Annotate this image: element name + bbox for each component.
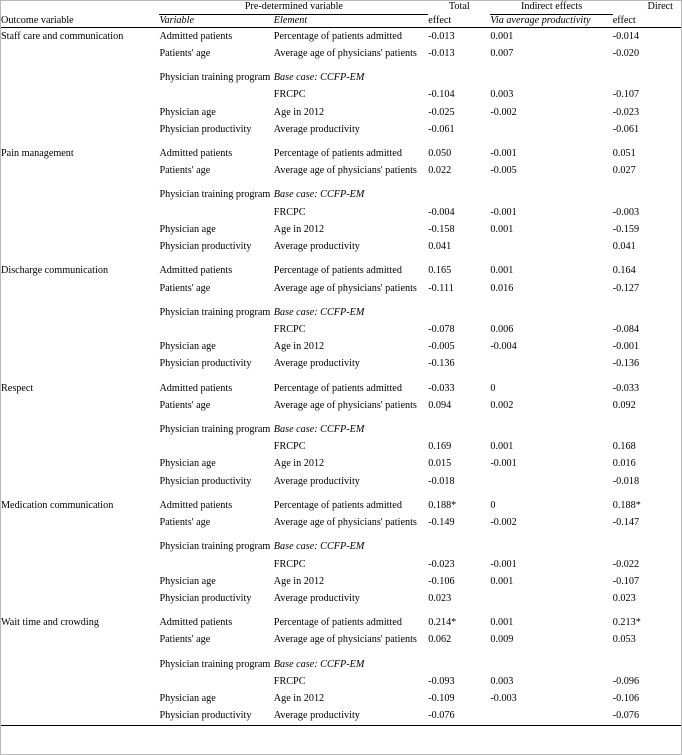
- table-row: [1, 556, 681, 573]
- cell-element: Base case: CCFP-EM: [273, 658, 365, 670]
- cell-total-effect: -0.018: [428, 475, 455, 487]
- cell-outcome-variable: [1, 673, 159, 690]
- cell-direct-effect: [613, 539, 681, 556]
- cell-total-effect: -0.078: [428, 323, 455, 335]
- cell-element: FRCPC: [273, 558, 306, 570]
- cell-total-effect: -0.023: [428, 558, 455, 570]
- cell-total-effect: -0.005: [428, 341, 455, 353]
- cell-direct-effect: -0.106: [612, 693, 640, 705]
- cell-variable: Patients' age: [159, 282, 211, 294]
- cell-outcome-variable: [1, 339, 159, 356]
- cell-total-effect: -0.136: [428, 358, 455, 370]
- cell-indirect-effect: [490, 187, 612, 204]
- cell-direct-effect: 0.092: [612, 399, 636, 411]
- cell-element: Percentage of patients admitted: [273, 147, 402, 159]
- spacer-row: [1, 63, 681, 70]
- cell-variable: Physician age: [159, 223, 216, 235]
- header-subrow: [1, 15, 681, 28]
- cell-outcome-variable: [1, 163, 159, 180]
- cell-indirect-effect: -0.002: [490, 517, 517, 529]
- table-row: [1, 439, 681, 456]
- cell-element: Percentage of patients admitted: [273, 382, 402, 394]
- table-row: [1, 497, 681, 514]
- cell-direct-effect: -0.107: [612, 575, 640, 587]
- cell-indirect-effect: [490, 356, 612, 373]
- cell-indirect-effect: [490, 539, 612, 556]
- cell-variable: Admitted patients: [159, 617, 233, 629]
- cell-direct-effect: 0.027: [612, 165, 636, 177]
- cell-outcome-variable: [1, 321, 159, 338]
- cell-indirect-effect: 0.003: [490, 89, 514, 101]
- cell-direct-effect: -0.033: [612, 382, 640, 394]
- cell-element: FRCPC: [273, 206, 306, 218]
- cell-indirect-effect: 0: [490, 499, 496, 511]
- cell-outcome-variable: Discharge communication: [1, 265, 109, 277]
- header-blank-outcome: [1, 1, 159, 15]
- cell-indirect-effect: [490, 121, 612, 138]
- cell-direct-effect: -0.084: [612, 323, 640, 335]
- cell-outcome-variable: [1, 573, 159, 590]
- cell-variable: Physician training program: [159, 658, 271, 670]
- cell-direct-effect: -0.076: [613, 708, 681, 726]
- table-row: [1, 121, 681, 138]
- header-total-effect-line2: effect: [428, 15, 490, 28]
- cell-variable: Physician training program: [159, 306, 271, 318]
- cell-variable: Patients' age: [159, 634, 211, 646]
- cell-variable: [159, 556, 273, 573]
- header-direct-effect-line2: effect: [613, 15, 681, 28]
- header-group-indirect: Indirect effects: [490, 1, 612, 15]
- cell-element: Average age of physicians' patients: [273, 517, 417, 529]
- cell-direct-effect: -0.136: [612, 358, 640, 370]
- cell-total-effect: 0.214*: [428, 617, 457, 629]
- cell-indirect-effect: 0.001: [490, 617, 514, 629]
- cell-element: Percentage of patients admitted: [273, 30, 402, 42]
- cell-element: Average age of physicians' patients: [273, 399, 417, 411]
- cell-outcome-variable: Respect: [1, 382, 34, 394]
- cell-variable: Physician age: [159, 106, 216, 118]
- spacer-row: [1, 608, 681, 615]
- cell-total-effect: -0.093: [428, 675, 455, 687]
- cell-variable: Physician productivity: [159, 475, 252, 487]
- cell-total-effect: [428, 304, 490, 321]
- cell-variable: Physician training program: [159, 189, 271, 201]
- cell-direct-effect: 0.053: [612, 634, 636, 646]
- cell-element: Percentage of patients admitted: [273, 499, 402, 511]
- cell-total-effect: 0.022: [428, 165, 452, 177]
- cell-direct-effect: -0.023: [612, 106, 640, 118]
- cell-element: Age in 2012: [273, 458, 325, 470]
- cell-direct-effect: -0.003: [612, 206, 640, 218]
- cell-total-effect: [428, 656, 490, 673]
- cell-total-effect: [428, 187, 490, 204]
- table-row: [1, 397, 681, 414]
- cell-indirect-effect: -0.001: [490, 147, 517, 159]
- cell-outcome-variable: Medication communication: [1, 499, 114, 511]
- cell-indirect-effect: -0.001: [490, 458, 517, 470]
- cell-element: Average age of physicians' patients: [273, 282, 417, 294]
- cell-element: Average productivity: [273, 593, 360, 604]
- cell-direct-effect: [613, 656, 681, 673]
- cell-outcome-variable: [1, 590, 159, 607]
- cell-outcome-variable: [1, 45, 159, 62]
- cell-total-effect: 0.169: [428, 441, 452, 453]
- cell-element: Average age of physicians' patients: [273, 47, 417, 59]
- cell-indirect-effect: [490, 708, 612, 726]
- cell-total-effect: -0.004: [428, 206, 455, 218]
- cell-total-effect: [428, 70, 490, 87]
- cell-indirect-effect: [490, 473, 612, 490]
- cell-indirect-effect: 0.001: [490, 223, 514, 235]
- cell-total-effect: -0.013: [428, 30, 455, 42]
- cell-variable: Patients' age: [159, 517, 211, 529]
- cell-indirect-effect: 0.006: [490, 323, 514, 335]
- cell-total-effect: -0.158: [428, 223, 455, 235]
- cell-variable: Physician productivity: [159, 358, 252, 370]
- cell-indirect-effect: 0.001: [490, 441, 514, 453]
- cell-total-effect: -0.025: [428, 106, 455, 118]
- table-header: [1, 1, 681, 28]
- cell-direct-effect: -0.096: [612, 675, 640, 687]
- cell-indirect-effect: 0.016: [490, 282, 514, 294]
- table-row: [1, 473, 681, 490]
- cell-outcome-variable: Wait time and crowding: [1, 617, 99, 629]
- cell-element: Age in 2012: [273, 341, 325, 353]
- cell-direct-effect: 0.164: [612, 265, 636, 277]
- table-row: [1, 615, 681, 632]
- table-row: [1, 356, 681, 373]
- table-row: [1, 187, 681, 204]
- table-row: [1, 632, 681, 649]
- cell-total-effect: 0.188*: [428, 499, 457, 511]
- table-row: [1, 515, 681, 532]
- header-group-row: [1, 1, 681, 15]
- table-row: [1, 539, 681, 556]
- header-direct-effect: Direct: [647, 1, 673, 12]
- table-row: [1, 238, 681, 255]
- cell-outcome-variable: [1, 280, 159, 297]
- spacer-row: [1, 138, 681, 145]
- cell-element: Age in 2012: [273, 575, 325, 587]
- cell-direct-effect: -0.061: [612, 123, 640, 135]
- cell-indirect-effect: [490, 70, 612, 87]
- table-row: [1, 45, 681, 62]
- cell-indirect-effect: [490, 656, 612, 673]
- cell-variable: Physician age: [159, 458, 216, 470]
- cell-indirect-effect: 0.001: [490, 30, 514, 42]
- cell-outcome-variable: [1, 656, 159, 673]
- cell-outcome-variable: [1, 397, 159, 414]
- cell-total-effect: 0.041: [428, 241, 452, 253]
- cell-outcome-variable: [1, 304, 159, 321]
- cell-element: FRCPC: [273, 675, 306, 687]
- cell-direct-effect: -0.147: [612, 517, 640, 529]
- spacer-row: [1, 180, 681, 187]
- table-row: [1, 280, 681, 297]
- header-group-predetermined: Pre-determined variable: [159, 1, 428, 15]
- table-row: [1, 339, 681, 356]
- cell-outcome-variable: Staff care and communication: [1, 30, 124, 42]
- cell-indirect-effect: 0.003: [490, 675, 514, 687]
- spacer-row: [1, 297, 681, 304]
- spacer-row: [1, 649, 681, 656]
- cell-direct-effect: 0.213*: [612, 617, 641, 629]
- cell-total-effect: -0.061: [428, 123, 455, 135]
- cell-variable: [159, 87, 273, 104]
- cell-outcome-variable: [1, 421, 159, 438]
- cell-indirect-effect: 0.009: [490, 634, 514, 646]
- table-row: [1, 104, 681, 121]
- cell-total-effect: 0.015: [428, 458, 452, 470]
- cell-outcome-variable: [1, 104, 159, 121]
- cell-direct-effect: 0.188*: [612, 499, 641, 511]
- cell-element: Base case: CCFP-EM: [273, 541, 365, 553]
- cell-indirect-effect: -0.005: [490, 165, 517, 177]
- cell-indirect-effect: 0: [490, 382, 496, 394]
- table-row: [1, 221, 681, 238]
- cell-variable: Patients' age: [159, 165, 211, 177]
- table-row: [1, 573, 681, 590]
- cell-total-effect: -0.106: [428, 575, 455, 587]
- header-total-effect: Total: [448, 1, 470, 12]
- cell-outcome-variable: [1, 439, 159, 456]
- cell-variable: Physician productivity: [159, 241, 252, 253]
- cell-element: Base case: CCFP-EM: [273, 189, 365, 201]
- cell-element: Average productivity: [273, 475, 360, 487]
- cell-indirect-effect: 0.001: [490, 265, 514, 277]
- cell-total-effect: [428, 421, 490, 438]
- cell-outcome-variable: [1, 473, 159, 490]
- cell-element: Age in 2012: [273, 223, 325, 235]
- cell-outcome-variable: [1, 456, 159, 473]
- header-element-label: Element: [274, 15, 428, 28]
- cell-element: Percentage of patients admitted: [273, 265, 402, 277]
- cell-total-effect: 0.062: [428, 634, 452, 646]
- table-row: [1, 145, 681, 162]
- table-body: [1, 28, 681, 726]
- cell-outcome-variable: [1, 556, 159, 573]
- cell-indirect-effect: [490, 421, 612, 438]
- cell-direct-effect: 0.041: [612, 241, 636, 253]
- cell-outcome-variable: [1, 87, 159, 104]
- cell-element: Average productivity: [273, 123, 360, 135]
- cell-direct-effect: -0.020: [612, 47, 640, 59]
- cell-indirect-effect: 0.007: [490, 47, 514, 59]
- cell-variable: [159, 673, 273, 690]
- cell-variable: Physician productivity: [159, 593, 252, 604]
- cell-total-effect: -0.109: [428, 693, 455, 705]
- table-row: [1, 590, 681, 607]
- cell-indirect-effect: -0.001: [490, 206, 517, 218]
- table-row: [1, 708, 681, 726]
- cell-outcome-variable: [1, 515, 159, 532]
- cell-indirect-effect: [490, 238, 612, 255]
- cell-direct-effect: 0.051: [612, 147, 636, 159]
- cell-total-effect: -0.104: [428, 89, 455, 101]
- cell-direct-effect: [613, 421, 681, 438]
- cell-element: Average age of physicians' patients: [273, 165, 417, 177]
- cell-variable: Physician age: [159, 693, 216, 705]
- spacer-row: [1, 490, 681, 497]
- cell-element: Base case: CCFP-EM: [273, 306, 365, 318]
- cell-direct-effect: -0.018: [612, 475, 640, 487]
- cell-direct-effect: -0.107: [612, 89, 640, 101]
- cell-total-effect: 0.023: [428, 593, 452, 604]
- cell-outcome-variable: [1, 356, 159, 373]
- cell-direct-effect: 0.023: [612, 593, 636, 604]
- cell-outcome-variable: [1, 121, 159, 138]
- cell-indirect-effect: [490, 590, 612, 607]
- cell-element: Average productivity: [273, 358, 360, 370]
- table-row: [1, 456, 681, 473]
- results-table: [1, 1, 681, 726]
- cell-element: Base case: CCFP-EM: [273, 72, 365, 84]
- cell-element: FRCPC: [273, 441, 306, 453]
- cell-variable: Physician training program: [159, 72, 271, 84]
- spacer-row: [1, 256, 681, 263]
- cell-variable: [159, 439, 273, 456]
- table-row: [1, 163, 681, 180]
- cell-direct-effect: -0.127: [612, 282, 640, 294]
- cell-variable: Physician productivity: [159, 123, 252, 135]
- table-row: [1, 304, 681, 321]
- cell-element: FRCPC: [273, 323, 306, 335]
- cell-indirect-effect: 0.002: [490, 399, 514, 411]
- cell-total-effect: -0.076: [428, 708, 490, 726]
- cell-outcome-variable: [1, 708, 159, 726]
- spacer-row: [1, 373, 681, 380]
- cell-indirect-effect: -0.003: [490, 693, 517, 705]
- cell-indirect-effect: -0.002: [490, 106, 517, 118]
- cell-direct-effect: -0.014: [612, 30, 640, 42]
- cell-total-effect: [428, 539, 490, 556]
- cell-total-effect: 0.094: [428, 399, 452, 411]
- table-row: [1, 321, 681, 338]
- cell-outcome-variable: [1, 691, 159, 708]
- cell-direct-effect: 0.168: [612, 441, 636, 453]
- cell-variable: Patients' age: [159, 47, 211, 59]
- table-row: [1, 28, 681, 46]
- cell-variable: [159, 321, 273, 338]
- cell-element: Average age of physicians' patients: [273, 634, 417, 646]
- cell-variable: Physician productivity: [159, 708, 273, 726]
- cell-direct-effect: -0.159: [612, 223, 640, 235]
- cell-direct-effect: -0.001: [612, 341, 640, 353]
- cell-variable: Admitted patients: [159, 147, 233, 159]
- cell-direct-effect: [613, 70, 681, 87]
- cell-indirect-effect: -0.001: [490, 558, 517, 570]
- cell-element: Age in 2012: [273, 106, 325, 118]
- cell-variable: Physician age: [159, 575, 216, 587]
- table-row: [1, 656, 681, 673]
- cell-total-effect: -0.111: [428, 282, 454, 294]
- cell-element: Percentage of patients admitted: [273, 617, 402, 629]
- cell-variable: Patients' age: [159, 399, 211, 411]
- cell-total-effect: 0.050: [428, 147, 452, 159]
- cell-indirect-effect: -0.004: [490, 341, 517, 353]
- cell-outcome-variable: [1, 221, 159, 238]
- cell-outcome-variable: [1, 70, 159, 87]
- cell-variable: Admitted patients: [159, 499, 233, 511]
- cell-outcome-variable: Pain management: [1, 147, 74, 159]
- header-indirect-label: Via average productivity: [490, 15, 612, 28]
- spacer-row: [1, 414, 681, 421]
- cell-direct-effect: -0.022: [612, 558, 640, 570]
- cell-outcome-variable: [1, 187, 159, 204]
- cell-variable: Physician age: [159, 341, 216, 353]
- table-row: [1, 673, 681, 690]
- cell-indirect-effect: [490, 304, 612, 321]
- cell-element: Average productivity: [274, 708, 428, 726]
- cell-variable: Physician training program: [159, 541, 271, 553]
- spacer-row: [1, 532, 681, 539]
- table-row: [1, 70, 681, 87]
- cell-outcome-variable: [1, 204, 159, 221]
- cell-element: Base case: CCFP-EM: [273, 424, 365, 436]
- cell-outcome-variable: [1, 632, 159, 649]
- cell-variable: Admitted patients: [159, 382, 233, 394]
- cell-direct-effect: [613, 304, 681, 321]
- cell-direct-effect: 0.016: [612, 458, 636, 470]
- cell-outcome-variable: [1, 539, 159, 556]
- cell-element: FRCPC: [273, 89, 306, 101]
- table-row: [1, 87, 681, 104]
- cell-element: Age in 2012: [273, 693, 325, 705]
- table-row: [1, 691, 681, 708]
- cell-total-effect: -0.149: [428, 517, 455, 529]
- cell-variable: [159, 204, 273, 221]
- cell-variable: Admitted patients: [159, 30, 233, 42]
- cell-direct-effect: [613, 187, 681, 204]
- cell-indirect-effect: 0.001: [490, 575, 514, 587]
- cell-element: Average productivity: [273, 241, 360, 253]
- cell-variable: Physician training program: [159, 424, 271, 436]
- table-row: [1, 263, 681, 280]
- header-outcome-label: Outcome variable: [1, 15, 159, 28]
- cell-outcome-variable: [1, 238, 159, 255]
- cell-total-effect: -0.013: [428, 47, 455, 59]
- table-row: [1, 204, 681, 221]
- cell-variable: Admitted patients: [159, 265, 233, 277]
- header-variable-label: Variable: [159, 15, 273, 28]
- table-row: [1, 421, 681, 438]
- cell-total-effect: 0.165: [428, 265, 452, 277]
- table-row: [1, 380, 681, 397]
- cell-total-effect: -0.033: [428, 382, 455, 394]
